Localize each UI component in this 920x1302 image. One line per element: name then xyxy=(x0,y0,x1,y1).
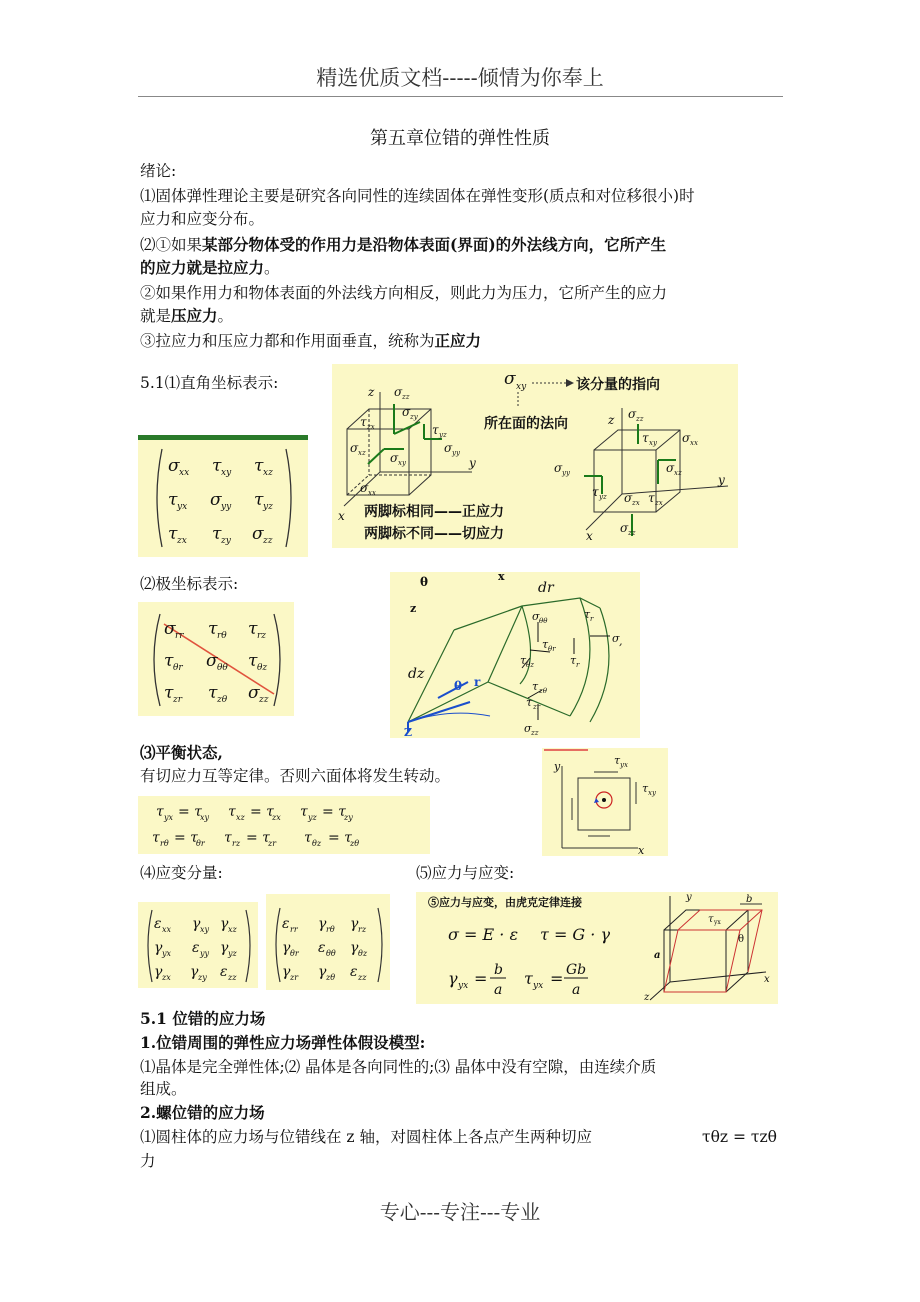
svg-text:yz: yz xyxy=(308,813,317,822)
svg-text:θr: θr xyxy=(548,645,556,653)
intro-p2 xyxy=(140,234,666,256)
polar-label: ⑵极坐标表示: xyxy=(140,575,239,593)
svg-text:xy: xy xyxy=(398,459,406,467)
intro-p3b-bold: 压应力 xyxy=(171,306,218,325)
svg-text:θr: θr xyxy=(173,663,183,673)
svg-text:zx: zx xyxy=(177,536,187,546)
svg-text:θθ: θθ xyxy=(217,663,228,673)
svg-text:zθ: zθ xyxy=(217,695,228,705)
svg-text:yy: yy xyxy=(200,949,210,958)
svg-text:ε: ε xyxy=(350,964,358,980)
svg-text:θ: θ xyxy=(738,934,745,945)
svg-text:r: r xyxy=(576,661,580,669)
field-p2: ⑴圆柱体的应力场与位错线在 z 轴，对圆柱体上各点产生两种切应 xyxy=(140,1128,593,1146)
svg-text:τ: τ xyxy=(224,830,232,846)
svg-text:τ: τ xyxy=(360,415,367,429)
svg-text:σ: σ xyxy=(360,481,369,495)
svg-text:a: a xyxy=(494,982,503,998)
svg-text:τ: τ xyxy=(168,490,178,510)
svg-text:σ: σ xyxy=(554,461,563,475)
intro-p2-prefix: ⑵①如果 xyxy=(140,236,203,254)
svg-text:θz: θz xyxy=(257,663,268,673)
intro-p4-prefix: ③拉应力和压应力都和作用面垂直，统称为 xyxy=(140,332,435,350)
svg-text:ε: ε xyxy=(192,940,200,956)
hooke-caption: ⑤应力与应变，由虎克定律连接 xyxy=(428,896,582,909)
svg-text:xx: xx xyxy=(690,439,698,447)
svg-text:τ: τ xyxy=(168,524,178,544)
svg-text:=: = xyxy=(474,969,488,988)
svg-text:σ: σ xyxy=(444,441,453,455)
svg-text:Z: Z xyxy=(404,726,413,738)
svg-text:x: x xyxy=(764,974,770,985)
svg-text:y: y xyxy=(554,760,561,773)
svg-text:xz: xz xyxy=(236,813,245,822)
legend-same-text: 两脚标相同——正应力 xyxy=(364,504,504,520)
svg-text:τ: τ xyxy=(592,485,599,499)
svg-text:τ: τ xyxy=(520,654,527,667)
strain-label: ⑷应变分量: xyxy=(140,864,223,882)
svg-text:zr: zr xyxy=(268,839,277,848)
cartesian-strain-matrix xyxy=(138,902,258,988)
svg-text:γ: γ xyxy=(190,964,199,980)
svg-text:γ: γ xyxy=(350,916,359,932)
svg-text:τ: τ xyxy=(584,608,591,621)
svg-text:σ: σ xyxy=(164,619,176,639)
svg-text:γ: γ xyxy=(350,940,359,956)
svg-text:σ: σ xyxy=(532,610,540,623)
svg-text:τ: τ xyxy=(248,651,258,671)
svg-text:zy: zy xyxy=(198,973,207,982)
hooke-law-figure xyxy=(416,892,778,1004)
intro-p2b xyxy=(140,257,280,279)
svg-text:yz: yz xyxy=(439,431,447,439)
svg-text:τ: τ xyxy=(300,804,308,820)
equilibrium-square-figure xyxy=(542,748,668,856)
svg-text:σ: σ xyxy=(628,407,637,421)
svg-text:,: , xyxy=(619,635,623,648)
svg-text:rθ: rθ xyxy=(217,631,227,641)
intro-p2b-bold: 的应力就是 xyxy=(140,258,218,277)
svg-text:= τ: = τ xyxy=(246,830,270,846)
svg-text:b: b xyxy=(494,962,503,978)
svg-text:τ: τ xyxy=(208,619,218,639)
svg-text:σ: σ xyxy=(394,385,403,399)
svg-text:τ: τ xyxy=(648,491,655,505)
polar-dz-label: dz xyxy=(408,666,425,682)
svg-text:zy: zy xyxy=(221,536,231,546)
svg-text:γ: γ xyxy=(220,940,229,956)
svg-text:ε: ε xyxy=(220,964,228,980)
svg-text:γ: γ xyxy=(282,940,291,956)
svg-text:γ: γ xyxy=(318,916,327,932)
svg-text:xx: xx xyxy=(162,925,172,934)
svg-text:σ: σ xyxy=(682,431,691,445)
svg-text:yx: yx xyxy=(714,919,721,926)
svg-text:zx: zx xyxy=(162,973,171,982)
polar-stress-matrix xyxy=(138,602,294,716)
svg-text:ε: ε xyxy=(318,940,326,956)
svg-text:z: z xyxy=(644,992,650,1003)
svg-text:zx: zx xyxy=(632,499,640,507)
svg-text:xx: xx xyxy=(368,489,376,497)
svg-text:xz: xz xyxy=(263,468,273,478)
svg-text:b: b xyxy=(746,894,753,905)
svg-text:yy: yy xyxy=(562,469,570,477)
field-sub2: 2.螺位错的应力场 xyxy=(140,1103,265,1122)
svg-text:θz: θz xyxy=(358,949,368,958)
svg-text:θr: θr xyxy=(196,839,205,848)
svg-text:τ: τ xyxy=(570,654,577,667)
svg-text:x: x xyxy=(586,529,593,543)
page-footer: 专心---专注---专业 xyxy=(379,1200,541,1224)
legend-sub-xy: xy xyxy=(516,382,527,392)
svg-text:σ: σ xyxy=(350,441,359,455)
svg-text:τ: τ xyxy=(542,638,549,651)
svg-text:τ: τ xyxy=(304,830,312,846)
svg-text:rz: rz xyxy=(358,925,367,934)
chapter-title: 第五章位错的弹性性质 xyxy=(370,128,550,149)
svg-text:xy: xy xyxy=(649,439,657,447)
svg-text:xz: xz xyxy=(228,925,237,934)
svg-text:yy: yy xyxy=(452,449,460,457)
svg-text:σ: σ xyxy=(210,490,222,510)
equilibrium-equations xyxy=(138,796,430,854)
svg-text:= τ: = τ xyxy=(178,804,202,820)
field-title: 5.1 位错的应力场 xyxy=(140,1009,266,1028)
svg-text:Gb: Gb xyxy=(566,962,587,978)
svg-text:σ: σ xyxy=(252,524,264,544)
svg-text:γ: γ xyxy=(220,916,229,932)
svg-text:θ: θ xyxy=(454,679,463,693)
svg-text:τ: τ xyxy=(432,423,439,437)
svg-text:xy: xy xyxy=(648,789,656,797)
polar-theta-top: θ xyxy=(420,575,429,589)
svg-text:τ: τ xyxy=(614,754,621,767)
intro-p2b-end: 。 xyxy=(264,259,280,277)
intro-heading: 绪论: xyxy=(140,162,177,180)
hooke-tau: τ xyxy=(524,969,533,988)
svg-text:x: x xyxy=(338,509,345,523)
polar-r-label: r xyxy=(474,675,481,689)
svg-text:xy: xy xyxy=(200,925,210,934)
svg-text:zz: zz xyxy=(358,973,367,982)
intro-p3a: ②如果作用力和物体表面的外法线方向相反，则此力为压力，它所产生的应力 xyxy=(140,284,668,302)
svg-text:yx: yx xyxy=(620,761,628,769)
svg-text:τ: τ xyxy=(152,830,160,846)
svg-text:= τ: = τ xyxy=(250,804,274,820)
svg-text:σ: σ xyxy=(402,405,411,419)
field-p1: ⑴晶体是完全弹性体;⑵ 晶体是各向同性的;⑶ 晶体中没有空隙，由连续介质 xyxy=(140,1058,657,1076)
intro-p1a: ⑴固体弹性理论主要是研究各向同性的连续固体在弹性变形(质点和对位移很小)时 xyxy=(140,187,695,205)
svg-text:τ: τ xyxy=(642,782,649,795)
svg-text:τ: τ xyxy=(248,619,258,639)
svg-text:rr: rr xyxy=(175,631,184,641)
svg-text:= τ: = τ xyxy=(328,830,352,846)
svg-text:yx: yx xyxy=(177,502,188,512)
svg-text:zθ: zθ xyxy=(350,839,360,848)
svg-text:z: z xyxy=(368,385,375,399)
svg-text:σ: σ xyxy=(666,461,675,475)
svg-text:σ: σ xyxy=(248,683,260,703)
polar-z-label: z xyxy=(410,602,417,615)
svg-text:zx: zx xyxy=(367,423,375,431)
svg-text:θr: θr xyxy=(290,949,299,958)
svg-text:γ: γ xyxy=(282,964,291,980)
svg-text:τ: τ xyxy=(212,456,222,476)
cartesian-stress-matrix xyxy=(138,435,308,557)
svg-text:γ: γ xyxy=(154,940,163,956)
svg-text:a: a xyxy=(572,982,581,998)
svg-text:zr: zr xyxy=(290,973,299,982)
svg-text:γ: γ xyxy=(192,916,201,932)
field-p2b: 力 xyxy=(140,1152,156,1170)
svg-text:ε: ε xyxy=(154,916,162,932)
svg-text:rz: rz xyxy=(232,839,241,848)
svg-text:yy: yy xyxy=(221,502,232,512)
svg-text:x: x xyxy=(638,844,645,856)
svg-text:yx: yx xyxy=(533,981,544,991)
svg-text:τ: τ xyxy=(156,804,164,820)
svg-text:yx: yx xyxy=(458,981,469,991)
legend-sigma: σ xyxy=(504,369,516,389)
intro-p3b-end: 。 xyxy=(217,307,234,325)
header-rule xyxy=(138,96,783,97)
cartesian-cube-figure xyxy=(332,364,738,548)
svg-text:yz: yz xyxy=(263,502,273,512)
intro-p2-bold: 某部分物体受的作用力是沿物体表面(界面)的外法线方向，它所产生 xyxy=(202,235,667,254)
intro-p1b: 应力和应变分布。 xyxy=(140,210,265,228)
svg-text:= τ: = τ xyxy=(174,830,198,846)
svg-text:yx: yx xyxy=(164,813,174,822)
svg-text:γ: γ xyxy=(154,964,163,980)
svg-text:zz: zz xyxy=(259,695,269,705)
svg-text:zz: zz xyxy=(628,529,636,537)
svg-text:yx: yx xyxy=(162,949,172,958)
intro-p3b-prefix: 就是 xyxy=(140,307,172,325)
svg-text:σ: σ xyxy=(624,491,633,505)
svg-text:θz: θz xyxy=(312,839,322,848)
svg-text:τ: τ xyxy=(254,490,264,510)
svg-text:xy: xy xyxy=(200,813,210,822)
svg-text:r: r xyxy=(590,615,594,623)
stress-strain-label: ⑸应力与应变: xyxy=(416,864,515,882)
svg-text:σ: σ xyxy=(612,632,620,645)
svg-text:γ: γ xyxy=(318,964,327,980)
svg-text:τ: τ xyxy=(164,683,174,703)
svg-text:zz: zz xyxy=(531,729,539,737)
svg-text:= τ: = τ xyxy=(322,804,346,820)
equilibrium-text: 有切应力互等定律。否则六面体将发生转动。 xyxy=(140,767,451,785)
svg-text:zx: zx xyxy=(272,813,281,822)
svg-text:zr: zr xyxy=(173,695,183,705)
svg-text:τ: τ xyxy=(642,431,649,445)
svg-text:z: z xyxy=(608,413,615,427)
svg-text:y: y xyxy=(718,473,725,487)
svg-text:zz: zz xyxy=(402,393,410,401)
svg-text:ε: ε xyxy=(282,916,290,932)
equilibrium-label: ⑶平衡状态, xyxy=(140,743,223,762)
field-sub1: 1.位错周围的弹性应力场弹性体假设模型: xyxy=(140,1033,426,1052)
svg-text:=: = xyxy=(550,969,564,988)
svg-text:zy: zy xyxy=(410,413,418,421)
svg-text:zr: zr xyxy=(533,703,541,711)
svg-text:τ: τ xyxy=(526,696,533,709)
hooke-gamma: γ xyxy=(448,969,458,988)
svg-text:θz: θz xyxy=(526,661,534,669)
polar-strain-matrix xyxy=(266,894,390,990)
svg-text:τ: τ xyxy=(532,680,539,693)
svg-text:y: y xyxy=(469,456,476,470)
svg-text:xx: xx xyxy=(179,468,190,478)
svg-text:yz: yz xyxy=(228,949,237,958)
svg-text:rθ: rθ xyxy=(326,925,335,934)
legend-normal-text: 所在面的法向 xyxy=(484,416,568,432)
field-p1b: 组成。 xyxy=(140,1080,187,1098)
svg-text:θθ: θθ xyxy=(539,617,548,625)
svg-text:σ: σ xyxy=(206,651,218,671)
svg-text:τ: τ xyxy=(164,651,174,671)
intro-p3b xyxy=(140,305,233,327)
svg-text:σ: σ xyxy=(390,451,399,465)
polar-x-label: x xyxy=(498,572,505,583)
svg-text:zz: zz xyxy=(263,536,273,546)
svg-text:τ: τ xyxy=(208,683,218,703)
svg-text:zx: zx xyxy=(655,499,663,507)
svg-text:xz: xz xyxy=(674,469,682,477)
svg-text:θθ: θθ xyxy=(326,949,336,958)
svg-text:rz: rz xyxy=(257,631,267,641)
svg-text:zθ: zθ xyxy=(539,687,547,695)
legend-arrow-text: 该分量的指向 xyxy=(576,377,660,393)
svg-text:σ: σ xyxy=(620,521,629,535)
svg-text:zy: zy xyxy=(344,813,353,822)
hooke-eq2: τ = G · γ xyxy=(540,925,611,944)
svg-text:zθ: zθ xyxy=(326,973,336,982)
svg-text:σ: σ xyxy=(168,456,180,476)
cartesian-label: 5.1⑴直角坐标表示: xyxy=(140,374,279,392)
svg-text:zz: zz xyxy=(636,415,644,423)
svg-text:rr: rr xyxy=(290,925,298,934)
legend-diff-text: 两脚标不同——切应力 xyxy=(364,526,504,542)
svg-text:τ: τ xyxy=(212,524,222,544)
field-eq: τθz = τzθ xyxy=(702,1128,777,1146)
intro-p4-bold: 正应力 xyxy=(434,331,482,350)
svg-text:zz: zz xyxy=(228,973,237,982)
svg-text:τ: τ xyxy=(228,804,236,820)
svg-text:rθ: rθ xyxy=(160,839,169,848)
svg-text:y: y xyxy=(686,892,692,903)
svg-text:yz: yz xyxy=(599,493,607,501)
svg-text:xy: xy xyxy=(221,468,232,478)
hooke-eq1: σ = E · ε xyxy=(448,925,519,944)
svg-text:xz: xz xyxy=(358,449,366,457)
svg-text:τ: τ xyxy=(708,914,714,925)
intro-p4 xyxy=(140,330,481,352)
svg-text:a: a xyxy=(654,950,661,961)
svg-text:τ: τ xyxy=(254,456,264,476)
intro-p2b-bold2: 拉应力 xyxy=(217,258,265,277)
page-header: 精选优质文档-----倾情为你奉上 xyxy=(316,66,604,90)
svg-text:σ: σ xyxy=(524,722,532,735)
polar-dr-label: dr xyxy=(538,580,554,596)
polar-element-figure xyxy=(390,572,640,738)
